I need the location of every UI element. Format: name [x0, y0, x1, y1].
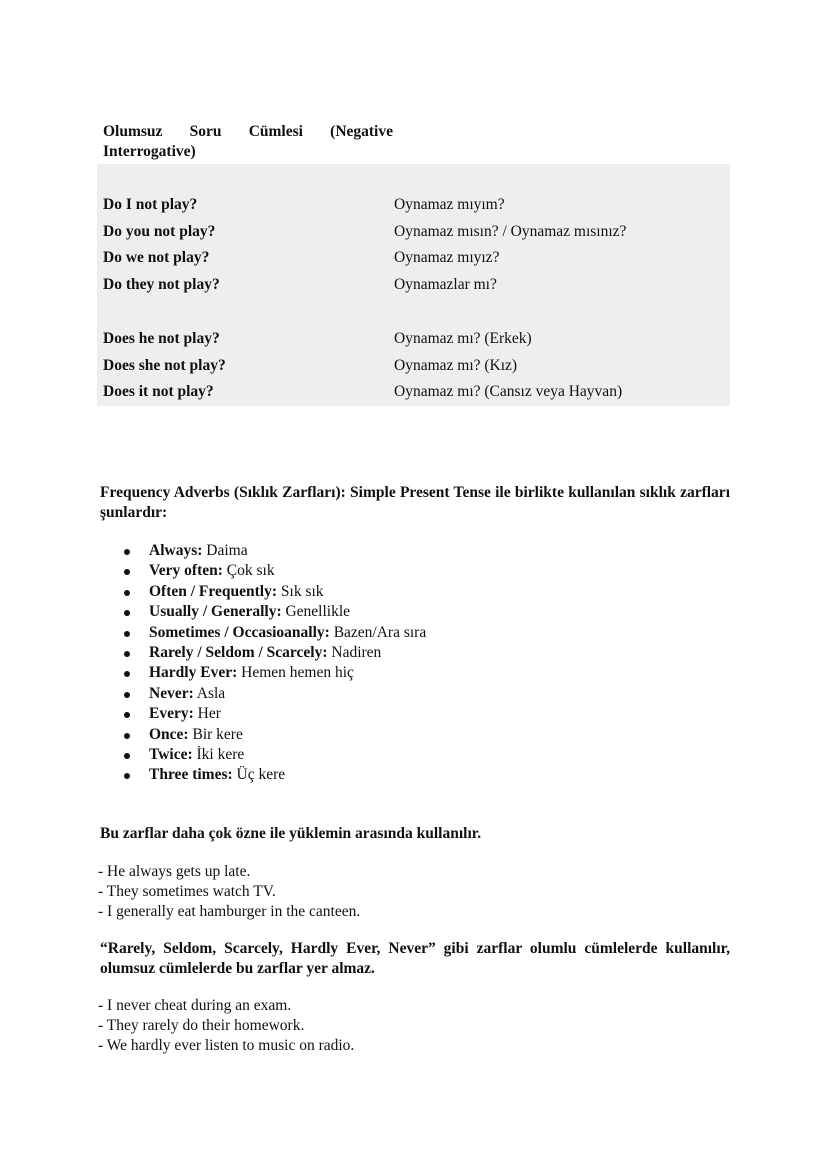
table-row: [97, 245, 730, 271]
example-sentence: - I never cheat during an exam.: [98, 997, 292, 1014]
conjugation-table: [97, 164, 730, 406]
position-rule-examples: [98, 862, 360, 922]
bullet-icon: [124, 753, 130, 759]
english-form: Does it not play?: [103, 383, 214, 400]
bullet-icon: [124, 712, 130, 718]
position-rule-text: Bu zarflar daha çok özne ile yüklemin arasında kullanılır.: [100, 825, 482, 842]
bullet-icon: [124, 651, 130, 657]
adverb-meaning: Her: [193, 705, 221, 723]
adverb-meaning: Nadiren: [327, 643, 382, 661]
english-form: Do you not play?: [103, 223, 216, 240]
bullet-icon: [124, 733, 130, 739]
adverb-meaning: Bir kere: [188, 725, 243, 743]
adverb-meaning: Üç kere: [232, 766, 286, 784]
list-item: [120, 541, 426, 561]
bullet-icon: [124, 773, 130, 779]
list-item: [120, 623, 426, 643]
table-row: [97, 219, 730, 245]
english-form: Do we not play?: [103, 249, 210, 266]
list-item: [120, 765, 426, 785]
turkish-translation: Oynamaz mı? (Kız): [394, 357, 518, 374]
adverb-meaning: Genellikle: [281, 603, 351, 621]
bullet-icon: [124, 610, 130, 616]
example-sentence: - We hardly ever listen to music on radio.: [98, 1037, 355, 1054]
frequency-adverbs-list: [120, 541, 426, 786]
bullet-icon: [124, 692, 130, 698]
example-sentence: - He always gets up late.: [98, 863, 251, 880]
adverb-term: Once:: [149, 725, 189, 743]
list-item: [120, 663, 426, 683]
negative-rule-examples: [98, 996, 354, 1056]
example-sentence: - I generally eat hamburger in the canteen.: [98, 903, 361, 920]
negative-rule-text: “Rarely, Seldom, Scarcely, Hardly Ever, Never” gibi zarflar olumlu cümlelerde kullanılır, olumsuz cümlelerde bu zarflar yer almaz.: [100, 940, 730, 977]
table-row: [97, 353, 730, 379]
english-form: Do they not play?: [103, 276, 220, 293]
table-row: [97, 272, 730, 298]
bullet-icon: [124, 671, 130, 677]
list-item: [120, 602, 426, 622]
table-row: [97, 326, 730, 352]
turkish-translation: Oynamazlar mı?: [394, 276, 497, 293]
list-item: [120, 745, 426, 765]
turkish-translation: Oynamaz mı? (Erkek): [394, 330, 532, 347]
adverb-meaning: Sık sık: [277, 582, 324, 600]
list-item: [120, 725, 426, 745]
adverb-meaning: Hemen hemen hiç: [237, 664, 354, 682]
table-row: [97, 379, 730, 405]
adverb-meaning: Bazen/Ara sıra: [329, 623, 427, 641]
list-item: [120, 684, 426, 704]
turkish-translation: Oynamaz mısın? / Oynamaz mısınız?: [394, 223, 627, 240]
bullet-icon: [124, 549, 130, 555]
adverb-term: Three times:: [149, 766, 233, 784]
english-form: Does he not play?: [103, 330, 220, 347]
adverb-meaning: İki kere: [192, 745, 245, 763]
list-item: [120, 704, 426, 724]
bullet-icon: [124, 631, 130, 637]
turkish-translation: Oynamaz mıyım?: [394, 196, 505, 213]
list-item: [120, 561, 426, 581]
example-sentence: - They rarely do their homework.: [98, 1017, 305, 1034]
example-sentence: - They sometimes watch TV.: [98, 883, 276, 900]
adverb-meaning: Çok sık: [222, 562, 275, 580]
adverb-term: Rarely / Seldom / Scarcely:: [149, 643, 328, 661]
turkish-translation: Oynamaz mıyız?: [394, 249, 500, 266]
list-item: [120, 582, 426, 602]
bullet-icon: [124, 569, 130, 575]
adverb-term: Often / Frequently:: [149, 582, 278, 600]
english-form: Does she not play?: [103, 357, 226, 374]
adverb-term: Every:: [149, 705, 194, 723]
section-title-negative-interrogative: Olumsuz Soru Cümlesi (Negative Interrogative): [103, 123, 393, 160]
adverb-term: Usually / Generally:: [149, 603, 282, 621]
adverb-meaning: Asla: [193, 684, 226, 702]
adverb-term: Always:: [149, 542, 203, 559]
adverb-term: Twice:: [149, 745, 193, 763]
adverb-meaning: Daima: [202, 542, 248, 559]
frequency-adverbs-intro: Frequency Adverbs (Sıklık Zarfları): Simple Present Tense ile birlikte kullanılan sıklık zarfları şunlardır:: [100, 484, 730, 521]
adverb-term: Hardly Ever:: [149, 664, 238, 682]
table-row: [97, 192, 730, 218]
english-form: Do I not play?: [103, 196, 198, 213]
adverb-term: Never:: [149, 684, 194, 702]
adverb-term: Very often:: [149, 562, 223, 580]
turkish-translation: Oynamaz mı? (Cansız veya Hayvan): [394, 383, 623, 400]
bullet-icon: [124, 590, 130, 596]
list-item: [120, 643, 426, 663]
adverb-term: Sometimes / Occasioanally:: [149, 623, 330, 641]
